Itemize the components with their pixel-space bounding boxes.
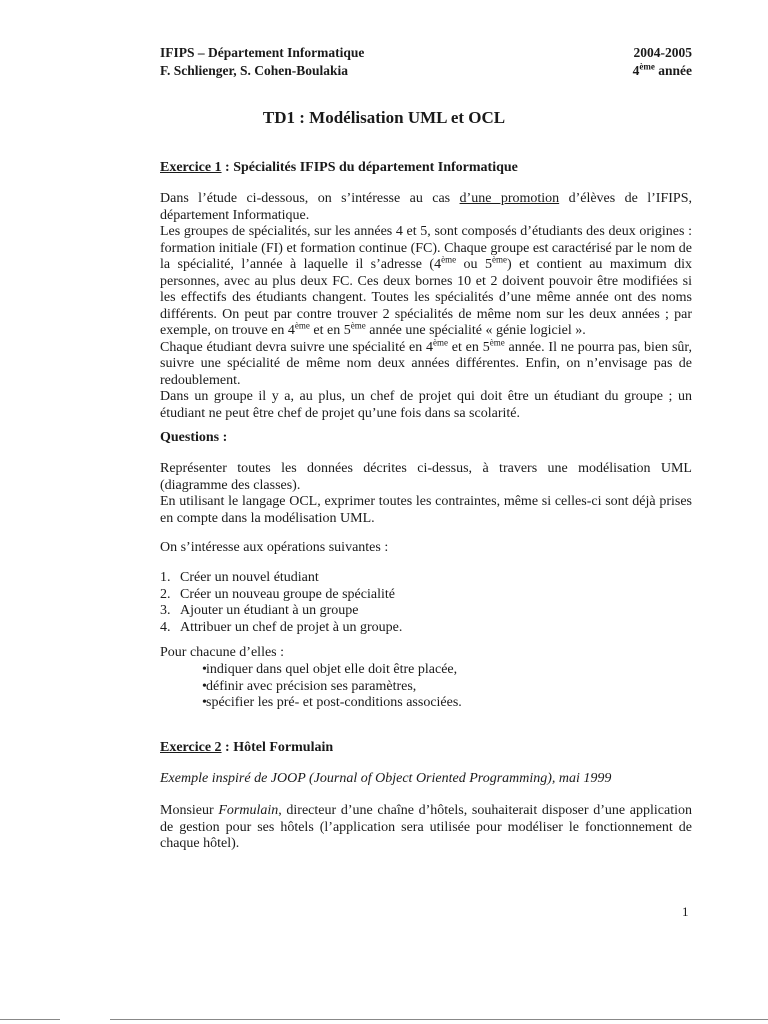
level-word: année [654,63,692,78]
header-authors: F. Schlienger, S. Cohen-Boulakia [160,63,349,78]
list-item: 1. Créer un nouvel étudiant [160,570,319,585]
exercise1-label: Exercice 1 [160,160,222,175]
exercise2-label: Exercice 2 [160,740,222,755]
exercise2-heading [160,740,692,757]
operations-list [160,570,692,636]
list-item: 3. Ajouter un étudiant à un groupe [160,603,359,618]
each-intro: Pour chacune d’elles : [160,645,285,660]
list-item: • indiquer dans quel objet elle doit être placée, [202,662,458,677]
list-item: 4. Attribuer un chef de projet à un groupe. [160,619,403,635]
questions-heading: Questions : [160,430,228,445]
header-left [160,44,364,80]
list-item: 2. Créer un nouveau groupe de spécialité [160,586,395,602]
bottom-rule [110,1019,768,1020]
exercise1-paragraph-1: Dans l’étude ci-dessous, on s’intéresse au cas d’une promotion d’élèves de l’IFIPS, département Informatique. [160,191,692,223]
header-right [633,44,692,80]
level-sup: ème [639,61,655,72]
exercise1-paragraph-3: Chaque étudiant devra suivre une spécialité en 4ème et en 5ème année. Il ne pourra pas, bien sûr, suivre une spécialité de même nom deux années différentes. Enfin, on n’envisage pas de redoublement. [160,336,692,388]
exercise1-paragraph-4: Dans un groupe il y a, au plus, un chef de projet qui doit être un étudiant du groupe ; un étudiant ne peut être chef de projet qu’une fois dans sa scolarité. [160,389,692,421]
page-number: 1 [682,904,689,919]
question-2: En utilisant le langage OCL, exprimer toutes les contraintes, même si celles-ci sont déjà prises en compte dans la modélisation UML. [160,494,692,526]
exercise1-body [160,191,692,422]
bullet-list [160,662,692,712]
exercise2-source: Exemple inspiré de JOOP (Journal of Object Oriented Programming), mai 1999 [160,771,612,786]
header-department: IFIPS – Département Informatique [160,45,365,60]
operations-intro: On s’intéresse aux opérations suivantes : [160,540,389,555]
list-item: • définir avec précision ses paramètres, [202,678,417,694]
header-year: 2004-2005 [633,45,692,60]
question-1: Représenter toutes les données décrites ci-dessus, à travers une modélisation UML (diagramme des classes). [160,461,692,493]
operations-list-container [160,570,692,636]
exercise1-heading [160,160,692,177]
exercise1-title: : Spécialités IFIPS du département Informatique [221,160,518,175]
bullet-icon: • [202,695,207,710]
level-number: 4 [632,63,640,78]
exercise2-body [160,803,692,853]
header-level [633,62,692,80]
bullet-icon: • [202,662,207,677]
exercise2-title: : Hôtel Formulain [221,740,334,755]
page-title: TD1 : Modélisation UML et OCL [262,108,506,127]
bullet-icon: • [202,678,207,694]
list-item: • spécifier les pré- et post-conditions associées. [202,695,462,710]
bottom-rule-left [0,1019,60,1020]
bullet-list-container [160,662,692,712]
exercise2-paragraph-1: Monsieur Formulain, directeur d’une chaîne d’hôtels, souhaiterait disposer d’une application de gestion pour ses hôtels (l’application sera utilisée pour modéliser le fonctionnement de chaque hôtel). [160,803,692,851]
exercise1-paragraph-2: Les groupes de spécialités, sur les années 4 et 5, sont composés d’étudiants des deux origines : formation initiale (FI) et formation continue (FC). Chaque groupe est caractérisé par le nom de la spécialité, l’année à laquelle il s’adresse (4ème ou 5ème) et contient au maximum dix personnes, avec au plus deux FC. Ces deux bornes 10 et 2 doivent pouvoir être modifiées si les effectifs des étudiants changent. Toutes les spécialités d’une même année ont des noms différents. On peut par contre trouver 2 spécialités de même nom sur les deux années ; par exemple, on trouve en 4ème et en 5ème année une spécialité « génie logiciel ». [160,224,692,338]
questions-body [160,461,692,527]
